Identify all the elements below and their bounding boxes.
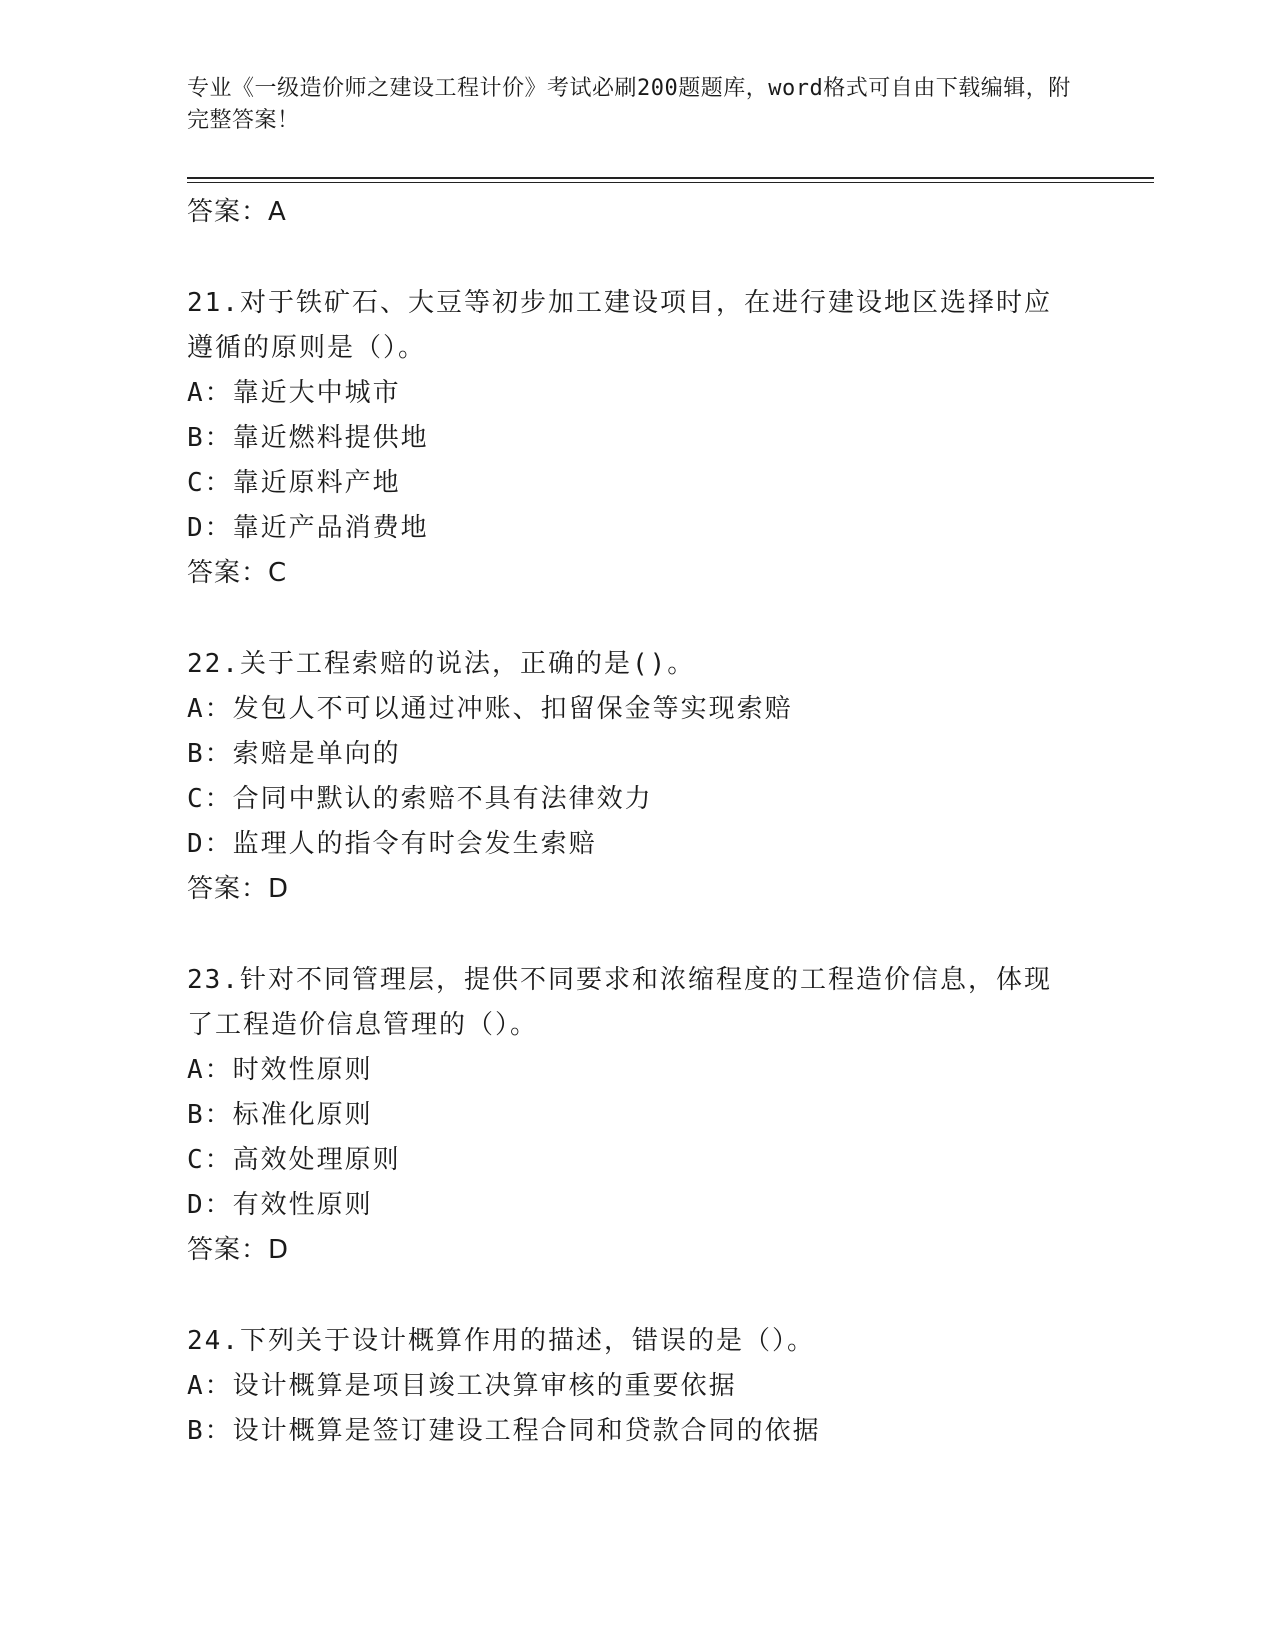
header-divider-thin: [187, 182, 1154, 183]
option-d: D：监理人的指令有时会发生索赔: [187, 829, 597, 859]
question-stem: 23.针对不同管理层，提供不同要求和浓缩程度的工程造价信息，体现: [187, 965, 1052, 995]
question-24: [187, 1319, 1154, 1454]
answer-line: 答案：D: [187, 1235, 290, 1265]
page-header: 专业《一级造价师之建设工程计价》考试必刷200题题库，word格式可自由下载编辑，附完整答案！: [187, 76, 1071, 133]
document-body: [187, 190, 1154, 1454]
option-c: C：靠近原料产地: [187, 468, 401, 498]
answer-line: 答案：C: [187, 558, 288, 588]
question-23: [187, 958, 1154, 1273]
question-stem: 24.下列关于设计概算作用的描述，错误的是（）。: [187, 1326, 815, 1356]
option-a: A：靠近大中城市: [187, 378, 401, 408]
question-21: [187, 281, 1154, 596]
option-a: A：发包人不可以通过冲账、扣留保金等实现索赔: [187, 694, 793, 724]
option-b: B：设计概算是签订建设工程合同和贷款合同的依据: [187, 1416, 821, 1446]
question-stem: 22.关于工程索赔的说法，正确的是()。: [187, 649, 696, 679]
option-a: A：设计概算是项目竣工决算审核的重要依据: [187, 1371, 737, 1401]
question-stem-cont: 遵循的原则是（）。: [187, 333, 427, 363]
option-d: D：有效性原则: [187, 1190, 373, 1220]
question-stem-cont: 了工程造价信息管理的（）。: [187, 1010, 539, 1040]
option-c: C：高效处理原则: [187, 1145, 401, 1175]
option-a: A：时效性原则: [187, 1055, 373, 1085]
option-c: C：合同中默认的索赔不具有法律效力: [187, 784, 653, 814]
option-b: B：靠近燃料提供地: [187, 423, 429, 453]
header-divider-thick: [187, 177, 1154, 179]
option-b: B：标准化原则: [187, 1100, 373, 1130]
question-22: [187, 642, 1154, 912]
answer-line: 答案：A: [187, 197, 287, 227]
option-b: B：索赔是单向的: [187, 739, 401, 769]
option-d: D：靠近产品消费地: [187, 513, 429, 543]
question-stem: 21.对于铁矿石、大豆等初步加工建设项目，在进行建设地区选择时应: [187, 288, 1052, 318]
answer-line: 答案：D: [187, 874, 290, 904]
